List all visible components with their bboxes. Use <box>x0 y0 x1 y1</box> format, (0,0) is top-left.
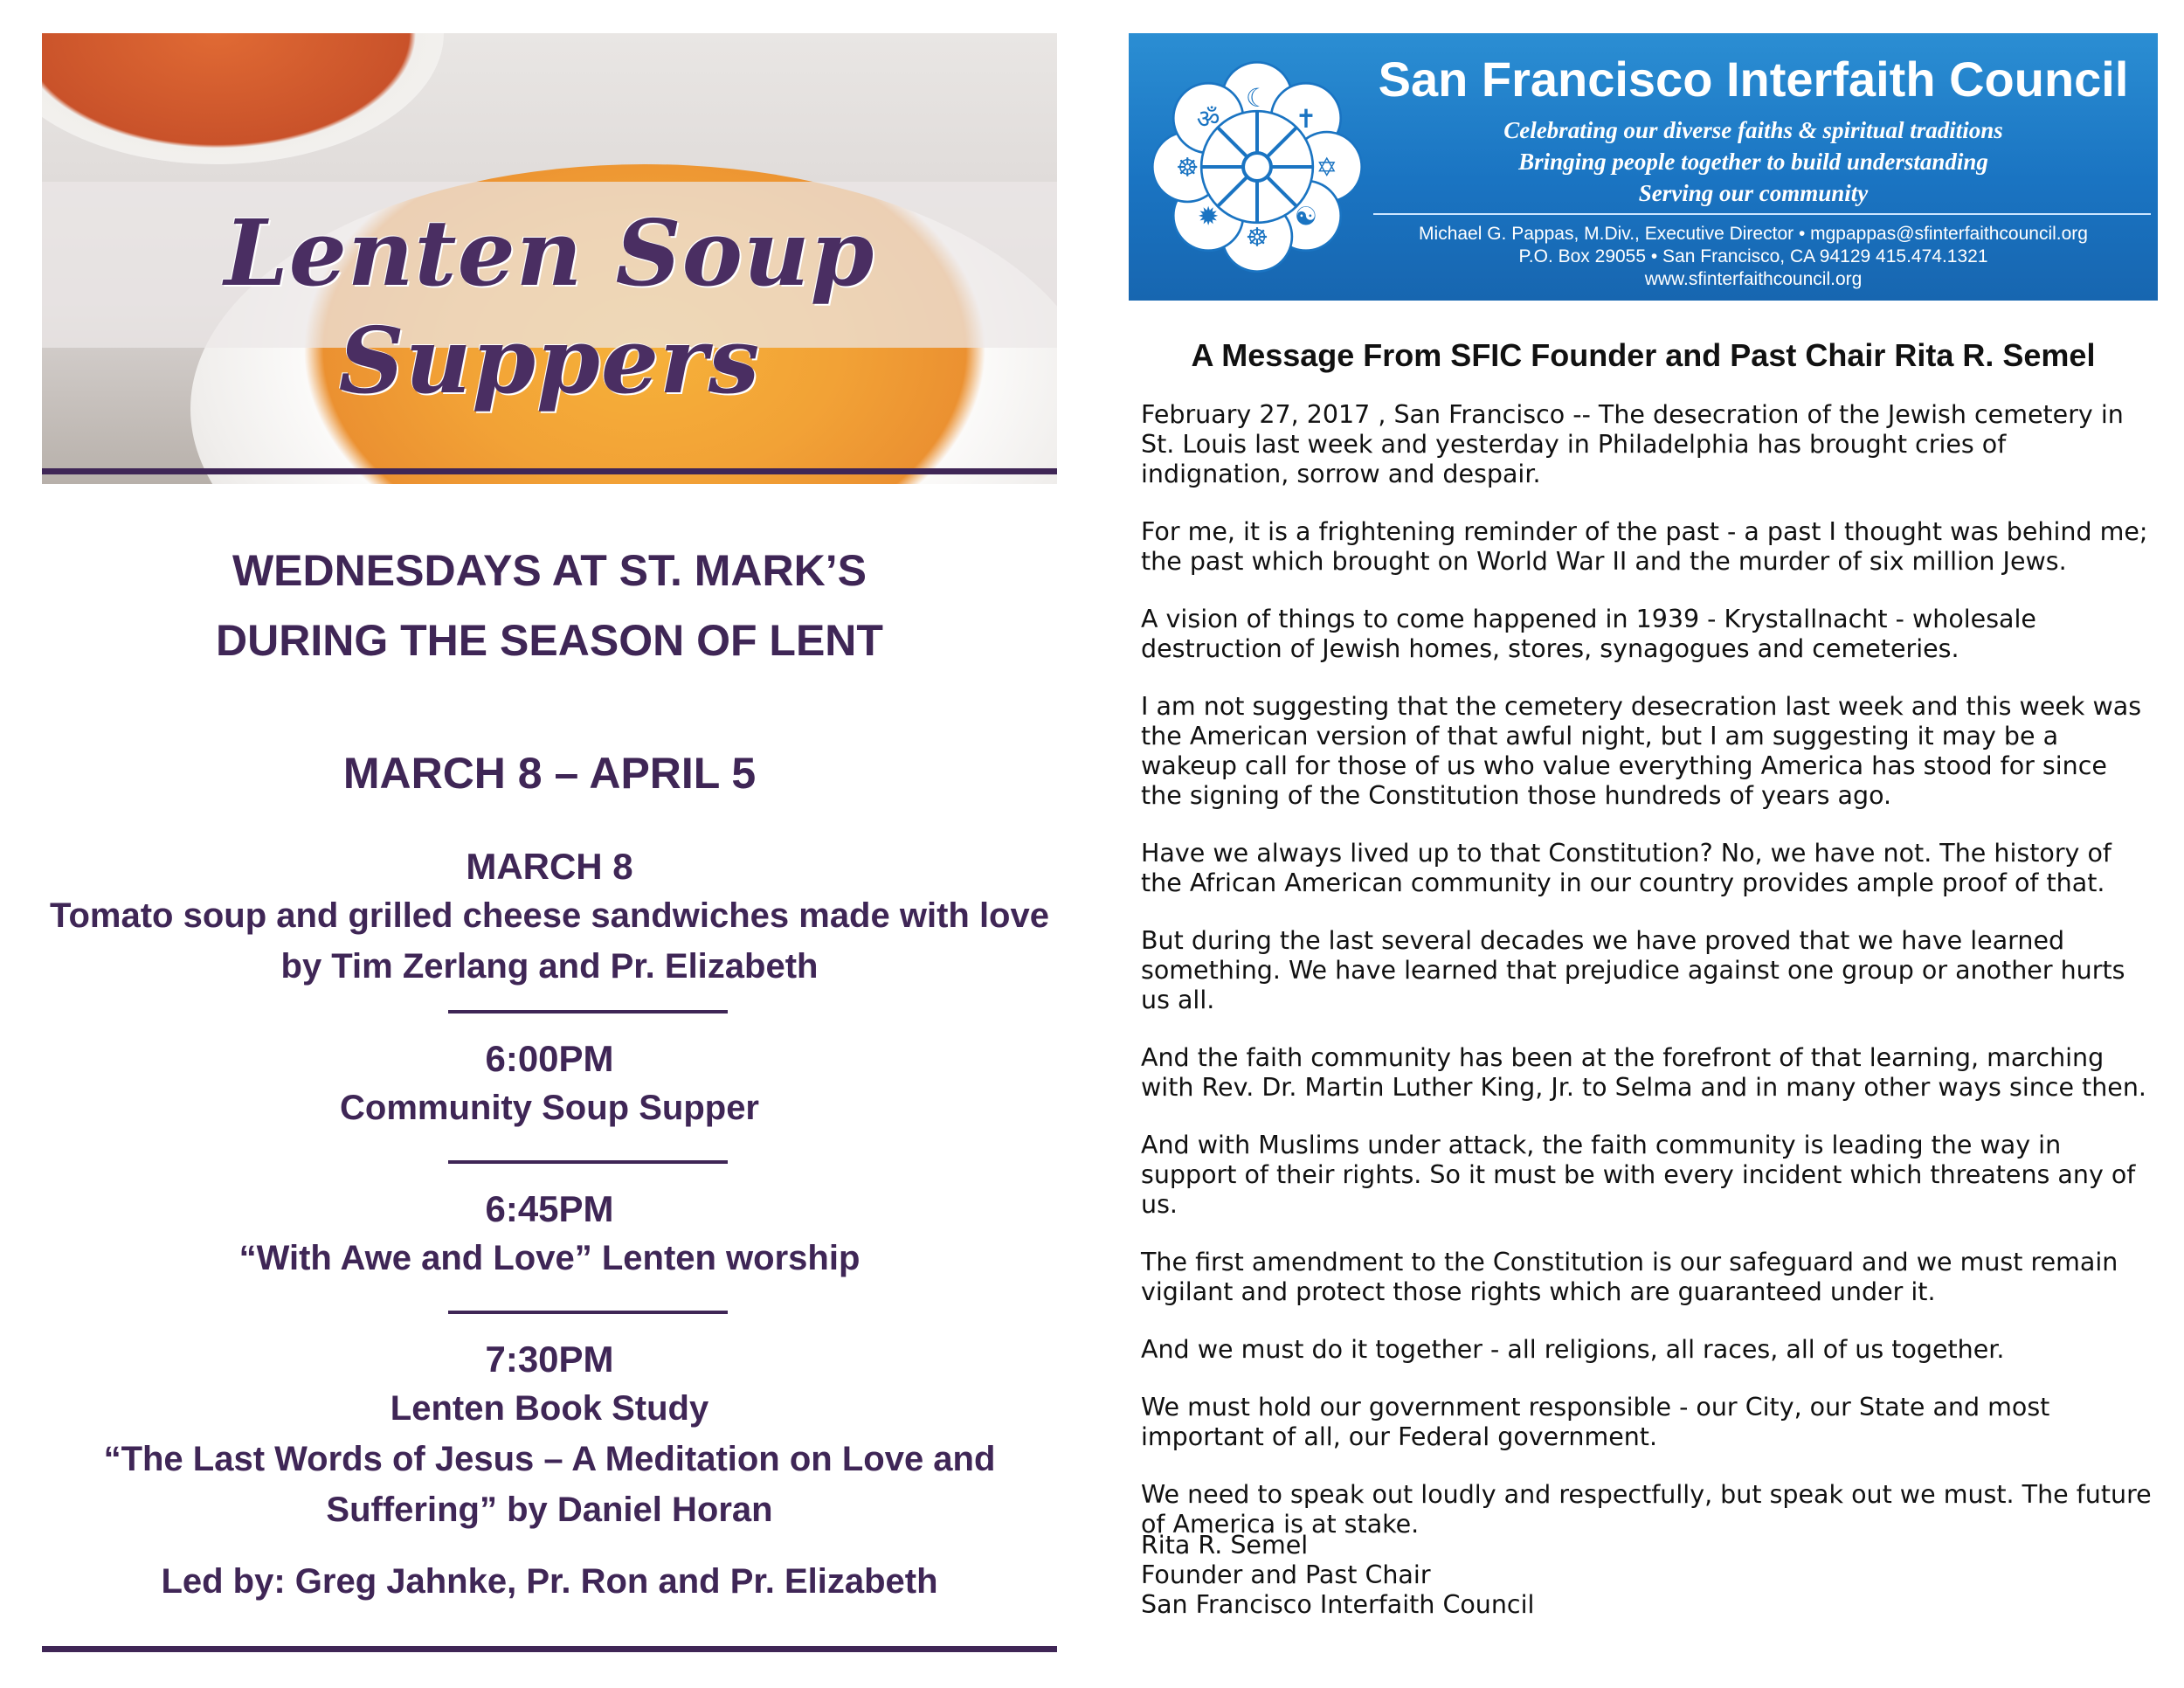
letter-paragraph: A vision of things to come happened in 1939 - Krystallnacht - wholesale destruction of Jewish homes, stores, synagogues and cemeteries. <box>1141 605 2036 663</box>
sfic-banner <box>1129 33 2158 301</box>
banner-divider <box>1373 213 2151 215</box>
time-1: 6:00PM <box>485 1038 614 1079</box>
event-3: Lenten Book Study <box>390 1389 709 1428</box>
svg-text:☾: ☾ <box>1245 82 1269 113</box>
date-range: MARCH 8 – APRIL 5 <box>342 749 757 798</box>
first-date: MARCH 8 <box>466 846 633 887</box>
event-2: “With Awe and Love” Lenten worship <box>238 1239 860 1277</box>
book-line-2: Suffering” by Daniel Horan <box>326 1491 773 1529</box>
svg-text:☯: ☯ <box>1294 201 1317 232</box>
tomato-soup-bowl <box>42 33 444 164</box>
separator <box>448 1010 728 1013</box>
headline-line-1: WEDNESDAYS AT ST. MARK’S <box>232 546 867 595</box>
letter-paragraph: The first amendment to the Constitution is our safeguard and we must remain vigilant and protect those rights which are guaranteed under it. <box>1141 1248 2118 1306</box>
contact-line-1: Michael G. Pappas, M.Div., Executive Director • mgpappas@sfinterfaithcouncil.org <box>1419 224 2088 244</box>
event-1: Community Soup Supper <box>340 1089 759 1127</box>
letter-paragraph: But during the last several decades we have proved that we have learned something. We have learned that prejudice against one group or another hurts us all. <box>1141 926 2125 1014</box>
menu-line-1: Tomato soup and grilled cheese sandwiches made with love <box>50 896 1049 935</box>
top-divider <box>42 468 1057 474</box>
letter-paragraph: I am not suggesting that the cemetery desecration last week and this week was the American version of that awful night, but I am suggesting it may be a wakeup call for those of us who value everything America has stood for since the signing of the Constitution those hundreds of years ago. <box>1141 692 2142 810</box>
letter-paragraph: We need to speak out loudly and respectfully, but speak out we must. The future of America is at stake. <box>1141 1480 2152 1539</box>
lenten-flyer <box>42 33 1057 1667</box>
signer-organization: San Francisco Interfaith Council <box>1141 1590 1535 1619</box>
message-title: A Message From SFIC Founder and Past Chair Rita R. Semel <box>1191 337 2096 373</box>
tagline-2: Bringing people together to build understanding <box>1518 149 1988 175</box>
hero-title: Lenten Soup Suppers <box>224 199 875 414</box>
svg-text:✝: ✝ <box>1295 103 1317 134</box>
svg-text:☸: ☸ <box>1245 222 1269 253</box>
time-2: 6:45PM <box>485 1188 614 1229</box>
letter-paragraph: Have we always lived up to that Constitution? No, we have not. The history of the African American community in our country provides ample proof of that. <box>1141 839 2111 897</box>
svg-text:☸: ☸ <box>1176 152 1199 183</box>
svg-text:ॐ: ॐ <box>1196 103 1220 134</box>
bottom-divider <box>42 1646 1057 1652</box>
svg-text:✹: ✹ <box>1197 201 1220 232</box>
book-line-1: “The Last Words of Jesus – A Meditation on Love and <box>103 1440 996 1478</box>
separator <box>448 1311 728 1314</box>
headline-line-2: DURING THE SEASON OF LENT <box>216 616 883 665</box>
time-3: 7:30PM <box>485 1339 614 1380</box>
signature-block <box>1141 1531 2154 1620</box>
tagline-1: Celebrating our diverse faiths & spiritual traditions <box>1503 117 2003 143</box>
letter-paragraph: And we must do it together - all religions, all races, all of us together. <box>1141 1335 2005 1364</box>
signer-title: Founder and Past Chair <box>1141 1560 1431 1589</box>
menu-line-2: by Tim Zerlang and Pr. Elizabeth <box>280 947 819 986</box>
interfaith-emblem-icon <box>1141 51 1373 283</box>
letter-paragraph: And the faith community has been at the forefront of that learning, marching with Rev. Dr. Martin Luther King, Jr. to Selma and in many other ways since then. <box>1141 1043 2146 1102</box>
letter-body <box>1141 400 2154 1567</box>
soup-hero-image <box>42 33 1057 484</box>
tagline-3: Serving our community <box>1638 180 1869 206</box>
letter-paragraph: We must hold our government responsible - our City, our State and most important of all, our Federal government. <box>1141 1393 2050 1451</box>
letter-paragraph: And with Muslims under attack, the faith community is leading the way in support of their rights. So it must be with every incident which threatens any of us. <box>1141 1131 2136 1219</box>
leaders: Led by: Greg Jahnke, Pr. Ron and Pr. Elizabeth <box>161 1562 938 1601</box>
signer-name: Rita R. Semel <box>1141 1531 1309 1560</box>
separator <box>448 1160 728 1164</box>
letter-paragraph: February 27, 2017 , San Francisco -- The desecration of the Jewish cemetery in St. Louis last week and yesterday in Philadelphia has brought cries of indignation, sorrow and despair. <box>1141 400 2124 488</box>
org-name: San Francisco Interfaith Council <box>1378 52 2129 107</box>
contact-line-2: P.O. Box 29055 • San Francisco, CA 94129 415.474.1321 <box>1518 246 1988 266</box>
website-link[interactable]: www.sfinterfaithcouncil.org <box>1644 269 1863 289</box>
letter-paragraph: For me, it is a frightening reminder of the past - a past I thought was behind me; the past which brought on World War II and the murder of six million Jews. <box>1141 517 2148 576</box>
svg-text:✡: ✡ <box>1316 152 1338 183</box>
